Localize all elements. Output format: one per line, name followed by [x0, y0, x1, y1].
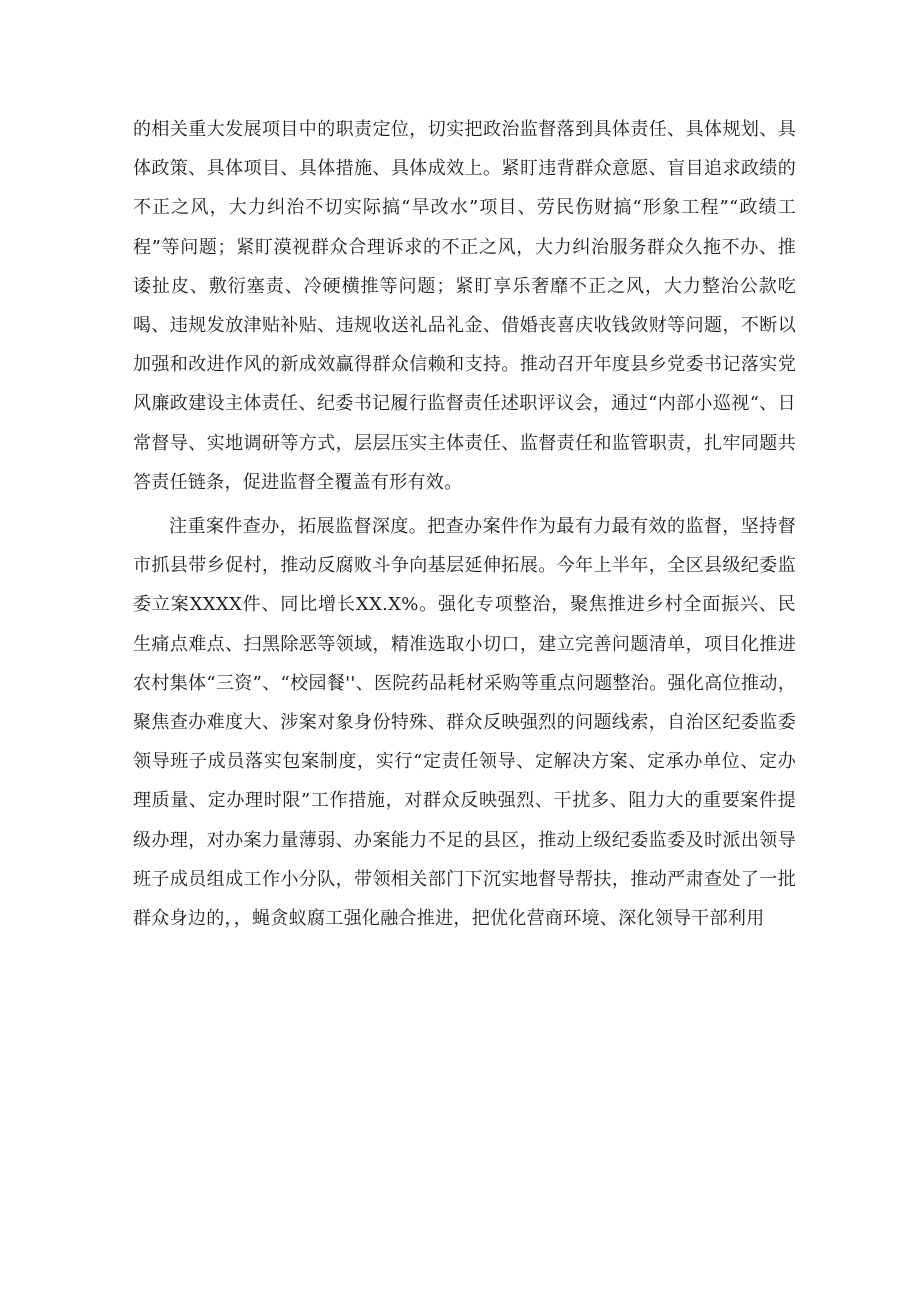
- paragraph-political-supervision: 的相关重大发展项目中的职责定位，切实把政治监督落到具体责任、具体规划、具体政策、具体项目、具体措施、具体成效上。紧盯违背群众意愿、盲目追求政绩的不正之风，大力纠治不切实际搞“旱改水”项目、劳民伤财搞“形象工程”“政绩工程”等问题；紧盯漠视群众合理诉求的不正之风，大力纠治服务群众久拖不办、推诿扯皮、敷衍塞责、冷硬横推等问题；紧盯享乐奢靡不正之风，大力整治公款吃喝、违规发放津贴补贴、违规收送礼品礼金、借婚丧喜庆收钱敛财等问题，不断以加强和改进作风的新成效赢得群众信赖和支持。推动召开年度县乡党委书记落实党风廉政建设主体责任、纪委书记履行监督责任述职评议会，通过“内部小巡视“、日常督导、实地调研等方式，层层压实主体责任、监督责任和监管职责，扎牢同题共答责任链条，促进监督全覆盖有形有效。: [133, 119, 796, 493]
- paragraph-case-investigation: 注重案件查办，拓展监督深度。把查办案件作为最有力最有效的监督，坚持督市抓县带乡促村，推动反腐败斗争向基层延伸拓展。今年上半年，全区县级纪委监委立案XXXX件、同比增长XX.X%。强化专项整治，聚焦推进乡村全面振兴、民生痛点难点、扫黑除恶等领域，精准选取小切口，建立完善问题清单，项目化推进农村集体“三资”、“校园餐''、医院药品耗材采购等重点问题整治。强化高位推动，聚焦查办难度大、涉案对象身份特殊、群众反映强烈的问题线索，自治区纪委监委领导班子成员落实包案制度，实行“定责任领导、定解决方案、定承办单位、定办理质量、定办理时限”工作措施，对群众反映强烈、干扰多、阻力大的重要案件提级办理，对办案力量薄弱、办案能力不足的县区，推动上级纪委监委及时派出领导班子成员组成工作小分队，带领相关部门下沉实地督导帮扶，推动严肃查处了一批群众身边的，，蝇贪蚁腐工强化融合推进，把优化营商环境、深化领导干部利用: [133, 516, 796, 930]
- document-body: [133, 110, 796, 938]
